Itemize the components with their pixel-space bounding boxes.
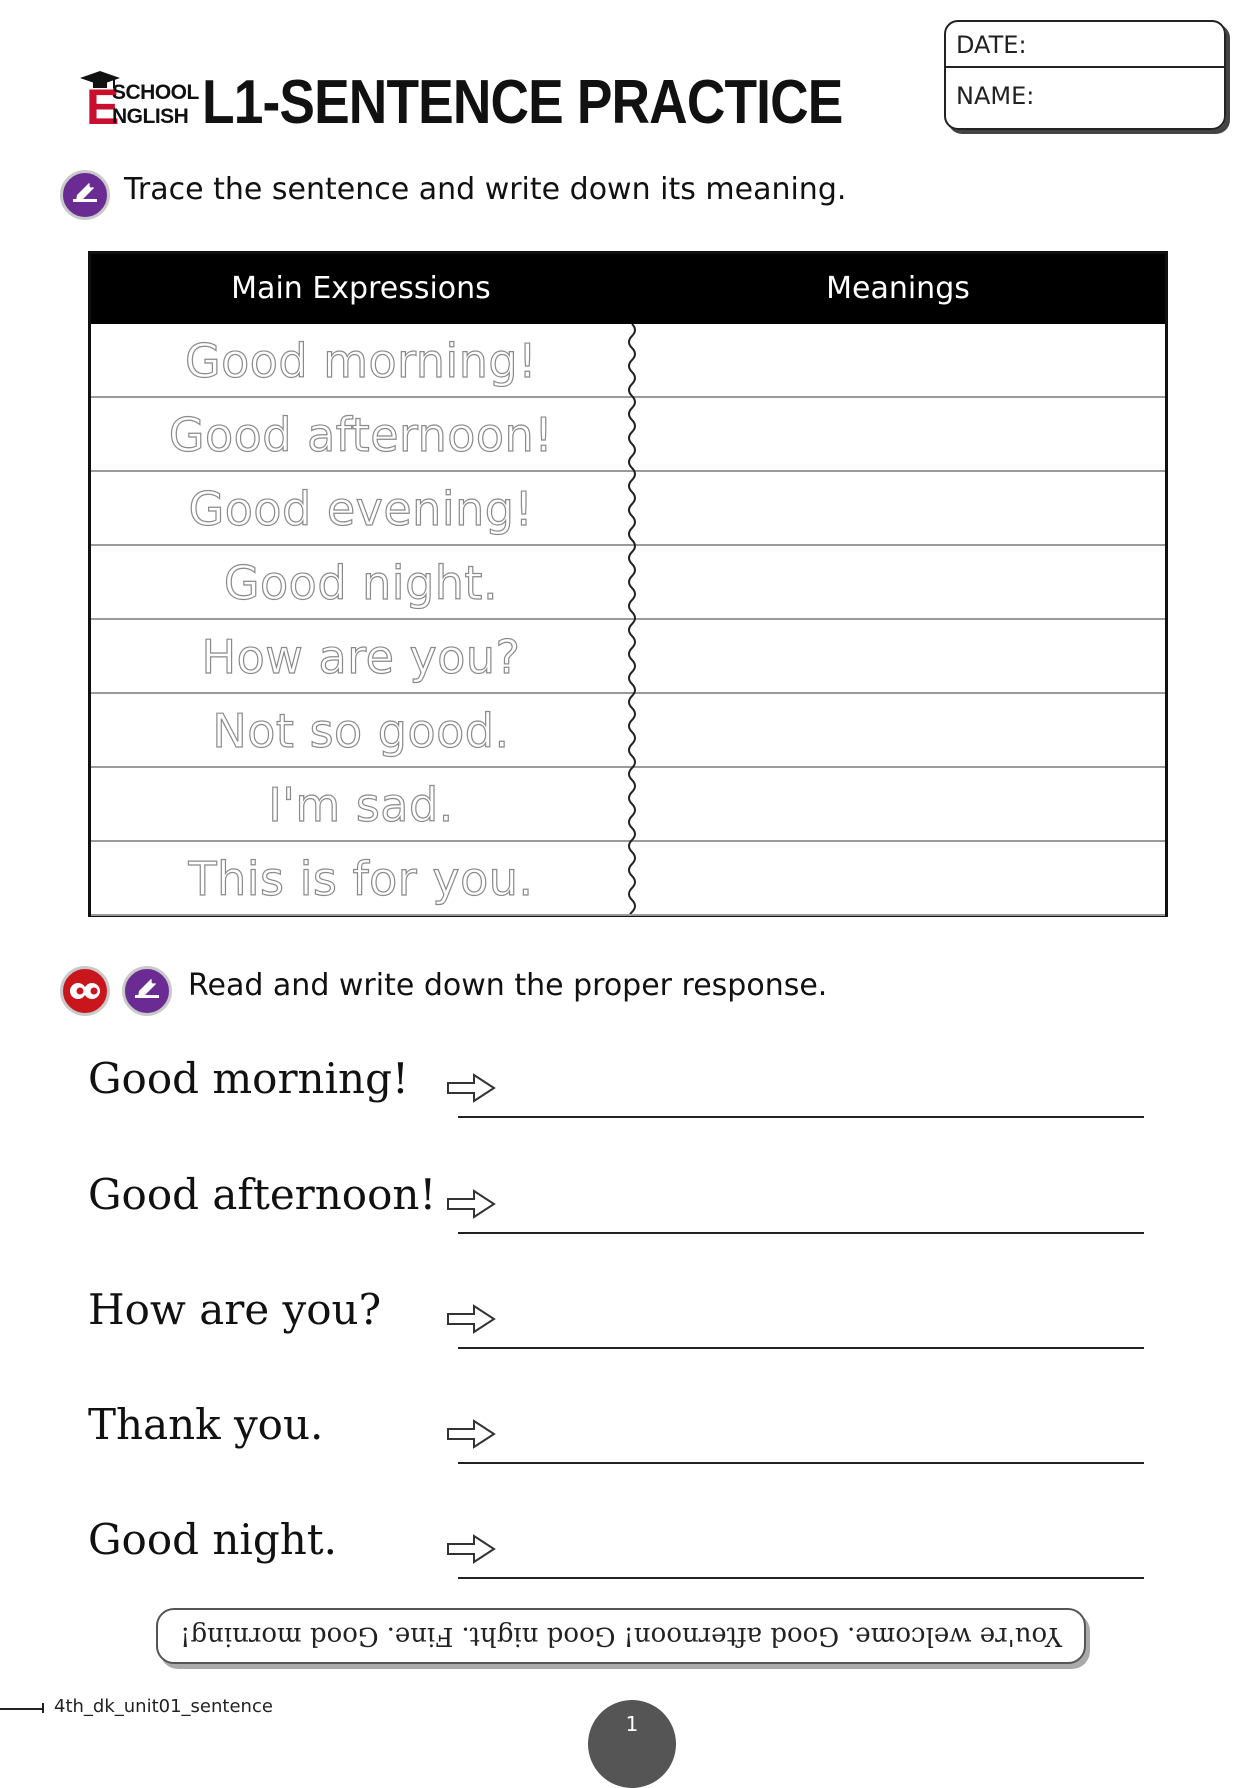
trace-expression: I'm sad. — [268, 778, 454, 832]
right-arrow-icon — [446, 1188, 496, 1220]
answer-line[interactable] — [458, 1462, 1144, 1464]
answer-line[interactable] — [458, 1577, 1144, 1579]
trace-expression: Good night. — [223, 556, 499, 610]
answer-line[interactable] — [458, 1116, 1144, 1118]
word-bank-item: You're welcome. — [847, 1621, 1063, 1651]
date-name-box — [944, 20, 1226, 130]
col-meanings: Meanings — [826, 271, 970, 306]
section1-instruction: Trace the sentence and write down its meaning. — [124, 172, 847, 207]
right-arrow-icon — [446, 1418, 496, 1450]
response-prompt: Good night. — [88, 1515, 338, 1564]
word-bank — [156, 1608, 1086, 1664]
footer-rule — [0, 1708, 44, 1710]
right-arrow-icon — [446, 1072, 496, 1104]
response-prompt: Good morning! — [88, 1054, 409, 1103]
col-main-expressions: Main Expressions — [231, 271, 491, 306]
pencil-writing-icon — [122, 966, 172, 1016]
right-arrow-icon — [446, 1533, 496, 1565]
page-title: L1-SENTENCE PRACTICE — [202, 68, 843, 137]
word-bank-item: Fine. — [386, 1621, 454, 1651]
eyes-icon — [60, 966, 110, 1016]
date-label: DATE: — [956, 31, 1027, 59]
trace-expression: Good evening! — [188, 482, 534, 536]
trace-expression: Not so good. — [212, 704, 510, 758]
school-english-logo — [78, 70, 199, 135]
word-bank-item: Good night. — [461, 1621, 616, 1651]
word-bank-item: Good afternoon! — [623, 1621, 840, 1651]
logo-school: SCHOOL — [112, 81, 199, 104]
footer-file-label: 4th_dk_unit01_sentence — [54, 1696, 273, 1717]
answer-line[interactable] — [458, 1347, 1144, 1349]
logo-english: NGLISH — [112, 105, 189, 128]
response-prompt: How are you? — [88, 1285, 382, 1334]
page-number: 1 — [625, 1712, 639, 1736]
wavy-column-divider — [623, 324, 641, 914]
response-prompt: Thank you. — [88, 1400, 324, 1449]
response-prompt: Good afternoon! — [88, 1170, 437, 1219]
logo-letter-e: E — [86, 79, 120, 135]
expressions-table — [88, 251, 1168, 917]
section2-instruction: Read and write down the proper response. — [188, 968, 828, 1003]
word-bank-item: Good morning! — [180, 1621, 379, 1651]
footer-rule-tick — [42, 1703, 44, 1713]
trace-expression: How are you? — [201, 630, 521, 684]
date-field[interactable] — [946, 22, 1224, 68]
trace-expression: Good afternoon! — [168, 408, 554, 462]
name-field[interactable] — [946, 70, 1224, 126]
right-arrow-icon — [446, 1303, 496, 1335]
name-label: NAME: — [956, 82, 1035, 110]
pencil-writing-icon — [60, 170, 110, 220]
table-header — [91, 254, 1165, 324]
answer-line[interactable] — [458, 1232, 1144, 1234]
trace-expression: This is for you. — [188, 852, 534, 906]
trace-expression: Good morning! — [184, 334, 538, 388]
